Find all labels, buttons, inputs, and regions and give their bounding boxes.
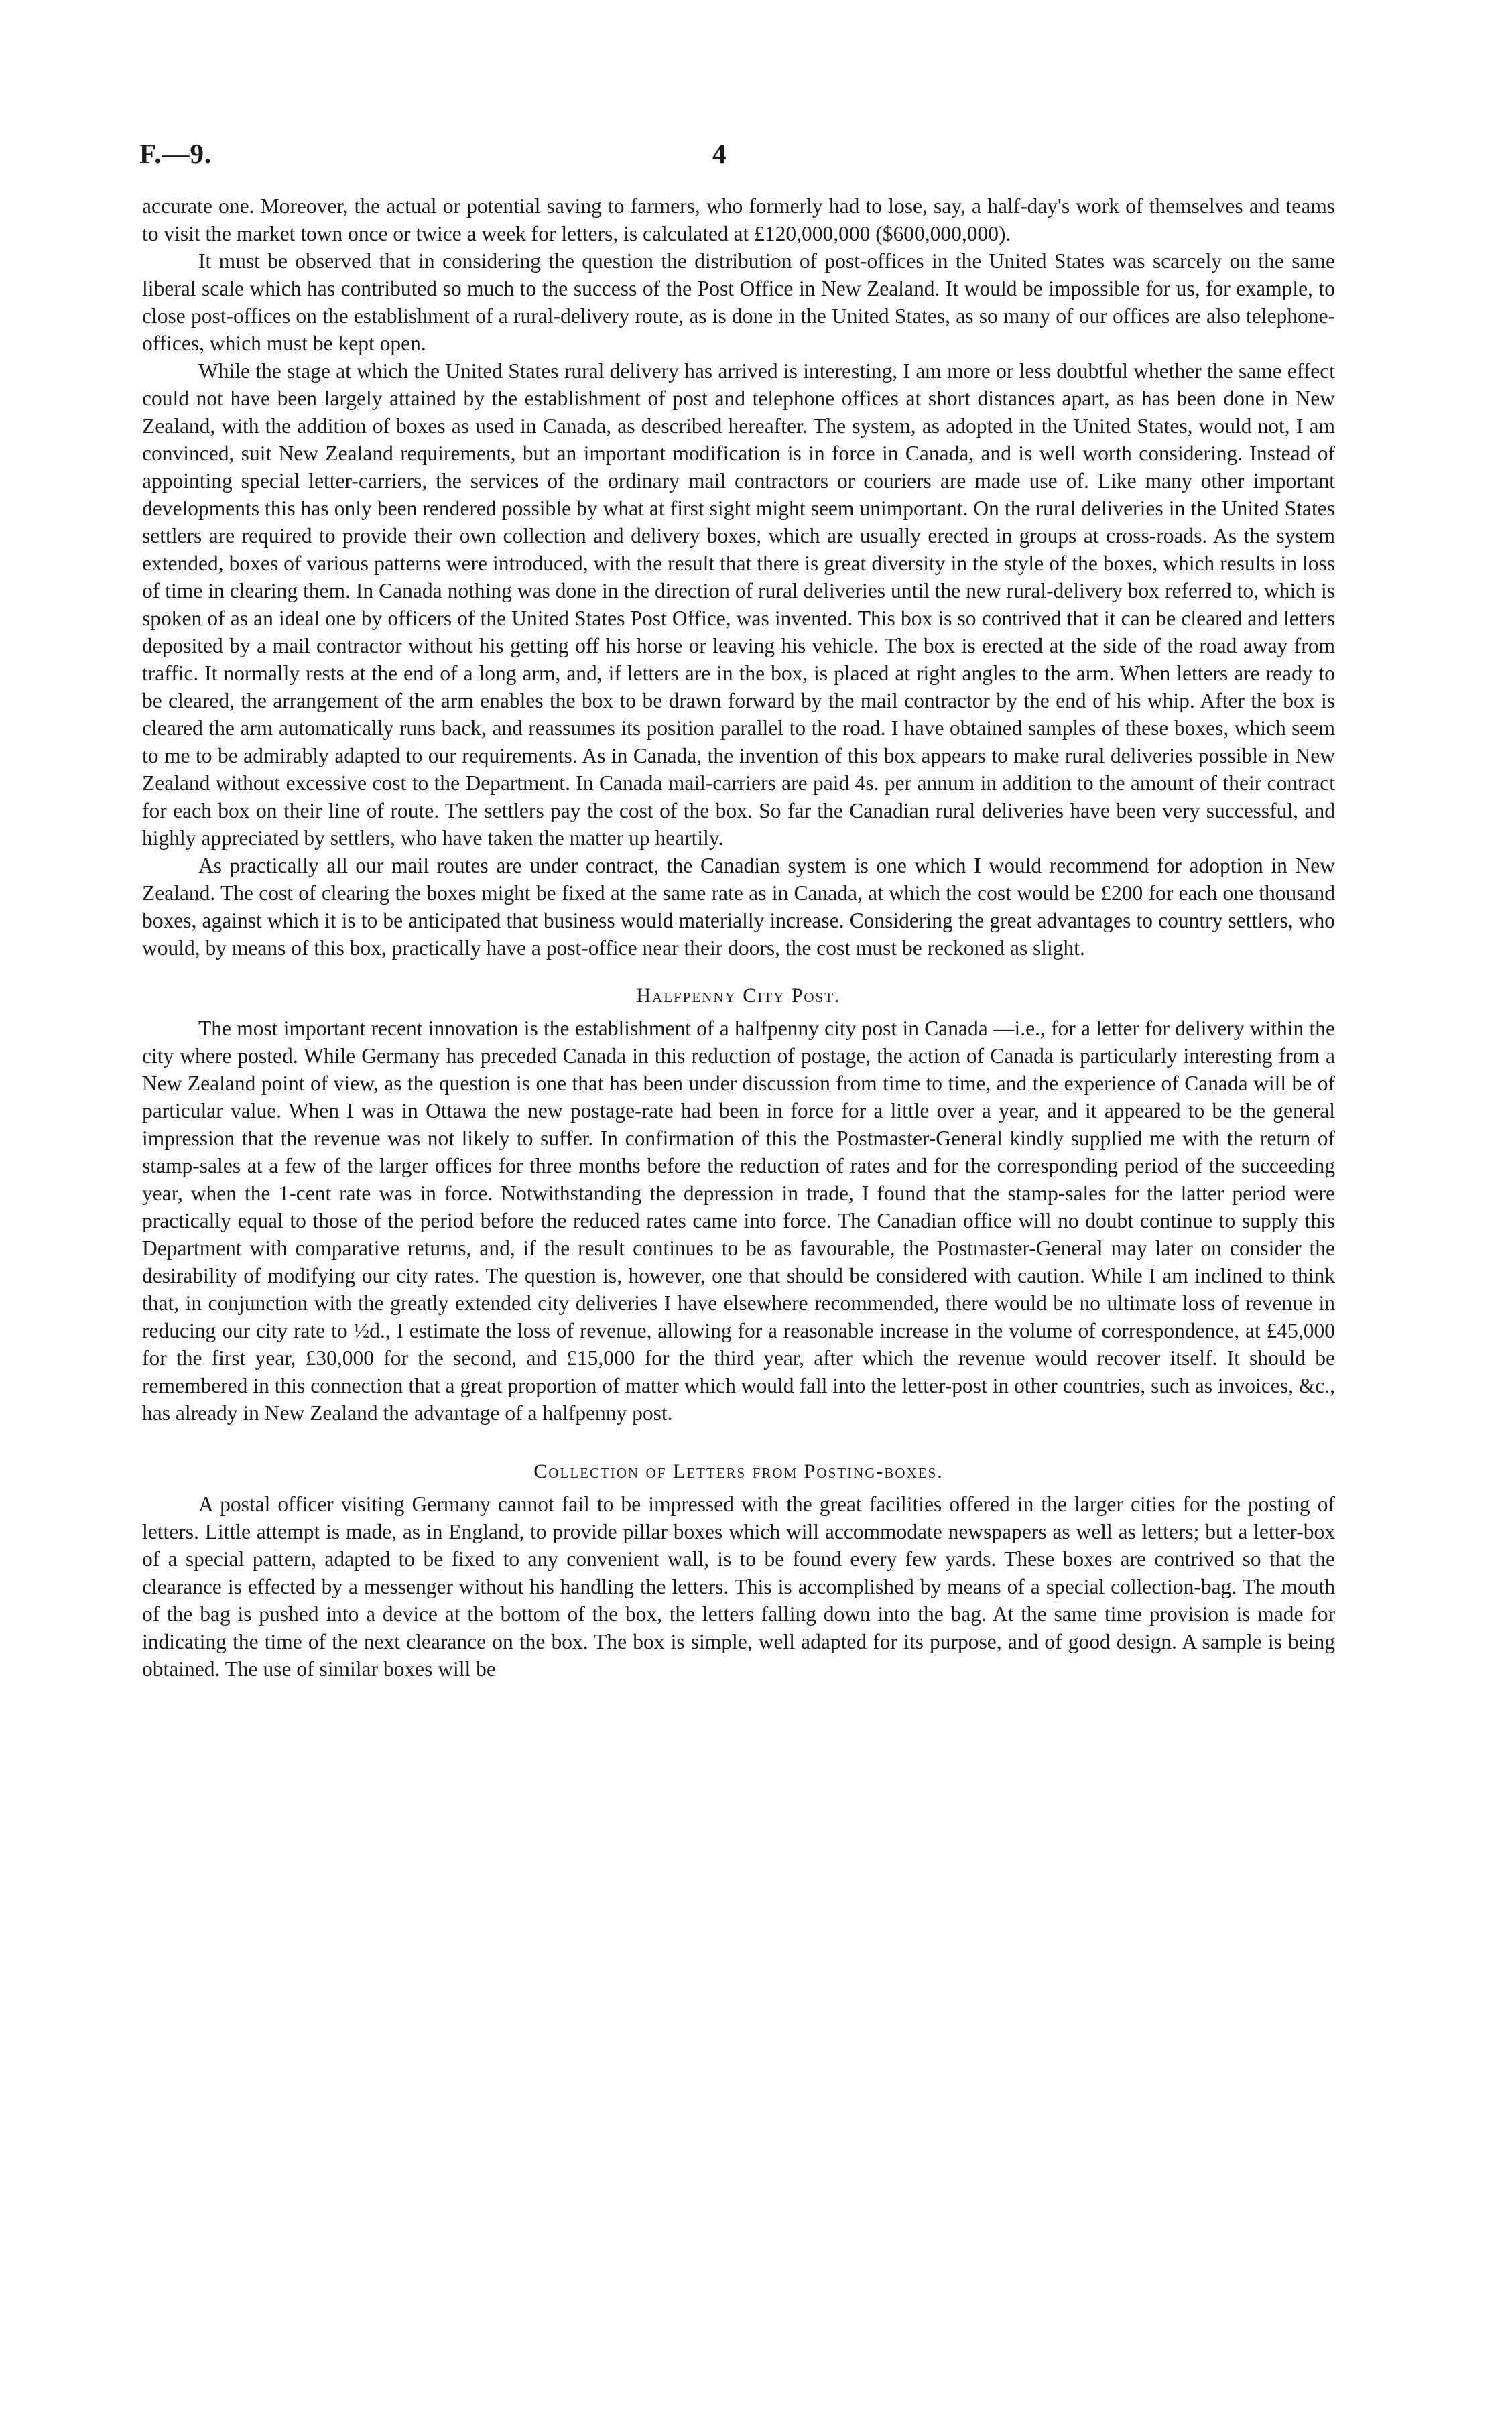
paragraph-continuation: accurate one. Moreover, the actual or potential saving to farmers, who formerly had to lose, say, a half-day's work of themselves and teams to visit the market town once or twice a week for letters, is calculated at £120,000,000 ($600,000,000). (142, 194, 1335, 245)
section-heading-collection-of-letters: Collection of Letters from Posting-boxes. (533, 1460, 944, 1482)
paragraph-collection-of-letters: A postal officer visiting Germany cannot fail to be impressed with the great facilities offered in the larger cities for the posting of letters. Little attempt is made, as in England, to provide pillar boxes which will accommodate newspapers as well as letters; but a letter-box of a special pattern, adapted to be fixed to any convenient wall, is to be found every few yards. These boxes are contrived so that the clearance is effected by a messenger without his handling the letters. This is accomplished by means of a special collection-bag. The mouth of the bag is pushed into a device at the bottom of the box, the letters falling down into the bag. At the same time provision is made for indicating the time of the next clearance on the box. The box is simple, well adapted for its purpose, and of good design. A sample is being obtained. The use of similar boxes will be (142, 1492, 1335, 1681)
page-header (139, 137, 1334, 178)
section-heading-halfpenny-city-post: Halfpenny City Post. (636, 984, 841, 1007)
paragraph-post-office-distribution: It must be observed that in considering the question the distribution of post-offices in the United States was scarcely on the same liberal scale which has contributed so much to the success of the Post Office in New Zealand. It would be impossible for us, for example, to close post-offices on the establishment of a rural-delivery route, as is done in the United States, as so many of our offices are also telephone-offices, which must be kept open. (142, 249, 1335, 355)
paragraph-halfpenny-city-post: The most important recent innovation is the establishment of a halfpenny city post in Canada —i.e., for a letter for delivery within the city where posted. While Germany has preceded Canada in this reduction of postage, the action of Canada is particularly interesting from a New Zealand point of view, as the question is one that has been under discussion from time to time, and the experience of Canada will be of particular value. When I was in Ottawa the new postage-rate had been in force for a little over a year, and it appeared to be the general impression that the revenue was not likely to suffer. In confirmation of this the Postmaster-General kindly supplied me with the return of stamp-sales at a few of the larger offices for three months before the reduction of rates and for the corresponding period of the succeeding year, when the 1-cent rate was in force. Notwithstanding the depression in trade, I found that the stamp-sales for the latter period were practically equal to those of the period before the reduced rates came into force. The Canadian office will no doubt continue to supply this Department with comparative returns, and, if the result continues to be as favourable, the Postmaster-General may later on consider the desirability of modifying our city rates. The question is, however, one that should be considered with caution. While I am inclined to think that, in conjunction with the greatly extended city deliveries I have elsewhere recommended, there would be no ultimate loss of revenue in reducing our city rate to ½d., I estimate the loss of revenue, allowing for a reasonable increase in the volume of correspondence, at £45,000 for the first year, £30,000 for the second, and £15,000 for the third year, after which the revenue would recover itself. It should be remembered in this connection that a great proportion of matter which would fall into the letter-post in other countries, such as invoices, &c., has already in New Zealand the advantage of a halfpenny post. (142, 1017, 1335, 1425)
document-body (142, 192, 1335, 1683)
paragraph-rural-delivery-canada: While the stage at which the United States rural delivery has arrived is interesting, I am more or less doubtful whether the same effect could not have been largely attained by the establishment of post and telephone offices at short distances apart, as has been done in New Zealand, with the addition of boxes as used in Canada, as described hereafter. The system, as adopted in the United States, would not, I am convinced, suit New Zealand requirements, but an important modification is in force in Canada, and is well worth considering. Instead of appointing special letter-carriers, the services of the ordinary mail contractors or couriers are made use of. Like many other important developments this has only been rendered possible by what at first sight might seem unimportant. On the rural deliveries in the United States settlers are required to provide their own collection and delivery boxes, which are usually erected in groups at cross-roads. As the system extended, boxes of various patterns were introduced, with the result that there is great diversity in the style of the boxes, which results in loss of time in clearing them. In Canada nothing was done in the direction of rural deliveries until the new rural-delivery box referred to, which is spoken of as an ideal one by officers of the United States Post Office, was invented. This box is so contrived that it can be cleared and letters deposited by a mail contractor without his getting off his horse or leaving his vehicle. The box is erected at the side of the road away from traffic. It normally rests at the end of a long arm, and, if letters are in the box, is placed at right angles to the arm. When letters are ready to be cleared, the arrangement of the arm enables the box to be drawn forward by the mail contractor by the end of his whip. After the box is cleared the arm automatically runs back, and reassumes its position parallel to the road. I have obtained samples of these boxes, which seem to me to be admirably adapted to our requirements. As in Canada, the invention of this box appears to make rural deliveries possible in New Zealand without excessive cost to the Department. In Canada mail-carriers are paid 4s. per annum in addition to the amount of their contract for each box on their line of route. The settlers pay the cost of the box. So far the Canadian rural deliveries have been very successful, and highly appreciated by settlers, who have taken the matter up heartily. (142, 359, 1335, 850)
parliamentary-paper-reference: F.—9. (139, 138, 212, 169)
page-number: 4 (712, 138, 727, 169)
paragraph-canadian-system-recommendation: As practically all our mail routes are under contract, the Canadian system is one which I would recommend for adoption in New Zealand. The cost of clearing the boxes might be fixed at the same rate as in Canada, at which the cost would be £200 for each one thousand boxes, against which it is to be anticipated that business would materially increase. Considering the great advantages to country settlers, who would, by means of this box, practically have a post-office near their doors, the cost must be reckoned as slight. (142, 854, 1335, 960)
